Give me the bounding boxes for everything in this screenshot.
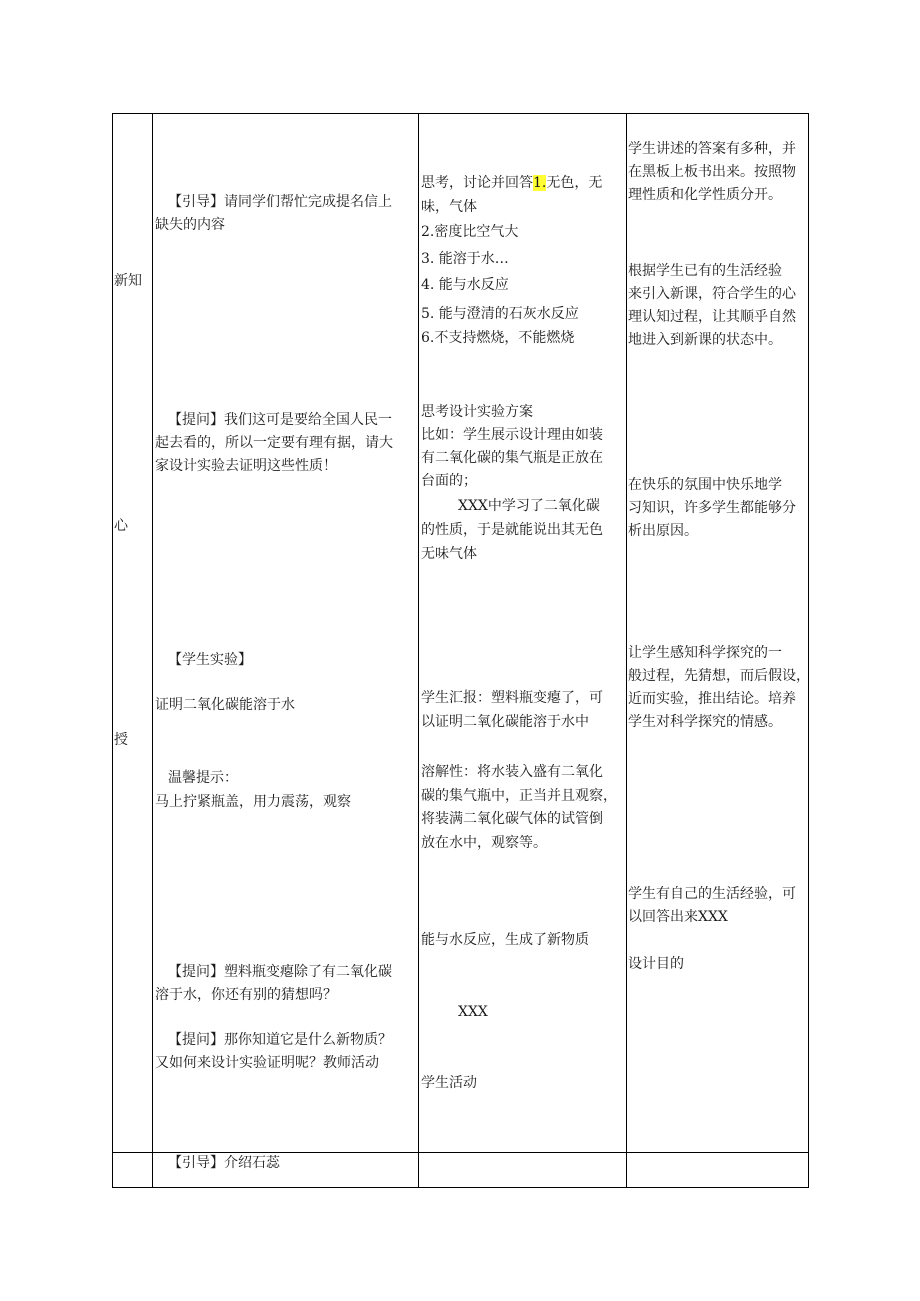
solubility-line-3: 将装满二氧化碳气体的试管倒 bbox=[421, 811, 603, 827]
intent-b-2: 来引入新课，符合学生的心 bbox=[628, 286, 796, 302]
stage-label-xinzhi: 新知 bbox=[114, 273, 142, 289]
guide-line-2: 缺失的内容 bbox=[155, 217, 225, 233]
tip-content: 马上拧紧瓶盖，用力震荡，观察 bbox=[155, 794, 351, 810]
intent-design-purpose: 设计目的 bbox=[628, 956, 684, 972]
intent-a-1: 学生讲述的答案有多种，并 bbox=[628, 141, 796, 157]
intent-c-2: 习知识，许多学生都能够分 bbox=[628, 500, 796, 516]
question-2-line-2: 溶于水，你还有别的猜想吗？ bbox=[155, 987, 337, 1003]
xxx-placeholder: XXX bbox=[458, 1004, 488, 1020]
solubility-line-4: 放在水中，观察等。 bbox=[421, 835, 547, 851]
example-line-1: 比如：学生展示设计理由如装 bbox=[421, 427, 603, 443]
answer-property-4: 4. 能与水反应 bbox=[421, 277, 509, 293]
intent-b-3: 理认知过程，让其顺乎自然 bbox=[628, 309, 796, 325]
question-3-line-1: 【提问】那你知道它是什么新物质？ bbox=[168, 1032, 392, 1048]
question-1-line-3: 家设计实验去证明这些性质！ bbox=[155, 458, 337, 474]
question-1-line-1: 【提问】我们这可是要给全国人民一 bbox=[168, 412, 392, 428]
intent-b-4: 地进入到新课的状态中。 bbox=[628, 332, 782, 348]
intent-e-1: 学生有自己的生活经验，可 bbox=[628, 886, 796, 902]
stage-label-shou: 授 bbox=[114, 732, 128, 748]
xxx-line-2: 的性质，于是就能说出其无色 bbox=[421, 522, 603, 538]
example-line-2: 有二氧化碳的集气瓶是正放在 bbox=[421, 450, 603, 466]
guide-line-1: 【引导】请同学们帮忙完成提名信上 bbox=[168, 194, 392, 210]
last-row-guide: 【引导】介绍石蕊 bbox=[168, 1155, 280, 1171]
report-line-1: 学生汇报：塑料瓶变瘪了，可 bbox=[421, 690, 603, 706]
answer-intro: 思考，讨论并回答1.无色，无 bbox=[421, 175, 603, 191]
column-divider bbox=[152, 114, 153, 1187]
student-experiment-heading: 【学生实验】 bbox=[168, 652, 252, 668]
answer-property-6: 6.不支持燃烧，不能燃烧 bbox=[421, 330, 575, 346]
answer-property-1b: 味，气体 bbox=[421, 199, 477, 215]
intent-d-4: 学生对科学探究的情感。 bbox=[628, 714, 782, 730]
answer-property-3: 3. 能溶于水… bbox=[421, 251, 509, 267]
question-3-line-2: 又如何来设计实验证明呢？教师活动 bbox=[155, 1055, 379, 1071]
solubility-line-2: 碳的集气瓶中，正当并且观察， bbox=[421, 788, 617, 804]
column-divider bbox=[626, 114, 627, 1187]
experiment-goal: 证明二氧化碳能溶于水 bbox=[155, 697, 295, 713]
intent-e-2: 以回答出来XXX bbox=[628, 909, 728, 925]
answer-property-2: 2.密度比空气大 bbox=[421, 224, 519, 240]
intent-a-3: 理性质和化学性质分开。 bbox=[628, 187, 782, 203]
answer-property-5: 5. 能与澄清的石灰水反应 bbox=[421, 306, 579, 322]
stage-label-xin: 心 bbox=[114, 518, 128, 534]
intent-d-2: 般过程，先猜想，而后假设， bbox=[628, 668, 810, 684]
highlighted-number: 1. bbox=[533, 175, 547, 191]
column-divider bbox=[418, 114, 419, 1187]
question-1-line-2: 起去看的，所以一定要有理有据，请大 bbox=[155, 435, 393, 451]
intent-a-2: 在黑板上板书出来。按照物 bbox=[628, 164, 796, 180]
intent-c-1: 在快乐的氛围中快乐地学 bbox=[628, 477, 782, 493]
solubility-line-1: 溶解性：将水装入盛有二氧化 bbox=[421, 764, 603, 780]
example-line-3: 台面的； bbox=[421, 473, 477, 489]
reaction-answer: 能与水反应，生成了新物质 bbox=[421, 932, 589, 948]
xxx-line-3: 无味气体 bbox=[421, 546, 477, 562]
intent-c-3: 析出原因。 bbox=[628, 523, 698, 539]
student-activity-label: 学生活动 bbox=[421, 1075, 477, 1091]
intent-d-1: 让学生感知科学探究的一 bbox=[628, 645, 782, 661]
question-2-line-1: 【提问】塑料瓶变瘪除了有二氧化碳 bbox=[168, 964, 392, 980]
xxx-line-1: XXX中学习了二氧化碳 bbox=[458, 498, 600, 514]
report-line-2: 以证明二氧化碳能溶于水中 bbox=[421, 714, 589, 730]
tip-heading: 温馨提示： bbox=[168, 770, 238, 786]
intent-d-3: 近而实验，推出结论。培养 bbox=[628, 691, 796, 707]
intent-b-1: 根据学生已有的生活经验 bbox=[628, 263, 782, 279]
design-plan: 思考设计实验方案 bbox=[421, 404, 533, 420]
